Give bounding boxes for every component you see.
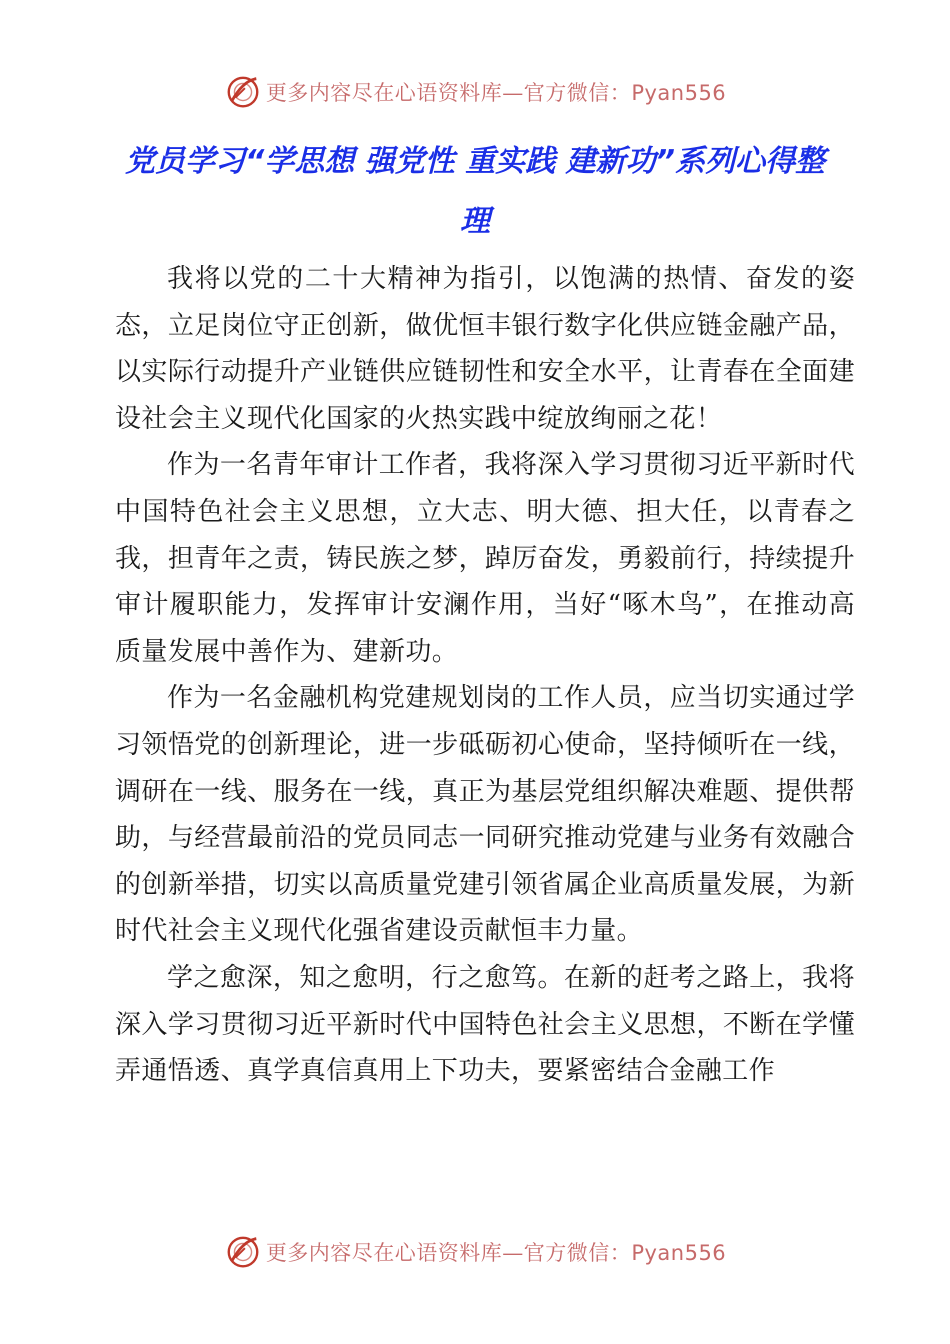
logo-icon <box>224 73 262 111</box>
wechat-id: Pyan556 <box>631 1241 727 1265</box>
logo-icon <box>224 1233 262 1271</box>
banner-text <box>266 1237 726 1267</box>
paragraph: 作为一名金融机构党建规划岗的工作人员，应当切实通过学习领悟党的创新理论，进一步砥砺初心使命，坚持倾听在一线，调研在一线、服务在一线，真正为基层党组织解决难题、提供帮助，与经营最前沿的党员同志一同研究推动党建与业务有效融合的创新举措，切实以高质量党建引领省属企业高质量发展，为新时代社会主义现代化强省建设贡献恒丰力量。 <box>115 683 855 947</box>
header-banner <box>0 72 950 112</box>
banner-label: 更多内容尽在心语资料库—官方微信： <box>265 1241 632 1265</box>
paragraph: 我将以党的二十大精神为指引，以饱满的热情、奋发的姿态，立足岗位守正创新，做优恒丰银行数字化供应链金融产品，以实际行动提升产业链供应链韧性和安全水平，让青春在全面建设社会主义现代化国家的火热实践中绽放绚丽之花！ <box>115 264 855 434</box>
paragraph: 学之愈深，知之愈明，行之愈笃。在新的赶考之路上，我将深入学习贯彻习近平新时代中国特色社会主义思想，不断在学懂弄通悟透、真学真信真用上下功夫，要紧密结合金融工作 <box>115 962 855 1087</box>
paragraph: 作为一名青年审计工作者，我将深入学习贯彻习近平新时代中国特色社会主义思想，立大志、明大德、担大任，以青春之我，担青年之责，铸民族之梦，踔厉奋发，勇毅前行，持续提升审计履职能力，发挥审计安澜作用，当好“啄木鸟”，在推动高质量发展中善作为、建新功。 <box>115 450 855 667</box>
document-body <box>115 256 855 1095</box>
banner-text <box>266 77 726 107</box>
document-title: 党员学习“学思想 强党性 重实践 建新功”系列心得整理 <box>125 144 825 239</box>
banner-label: 更多内容尽在心语资料库—官方微信： <box>265 81 632 105</box>
footer-banner <box>0 1232 950 1272</box>
wechat-id: Pyan556 <box>631 81 727 105</box>
